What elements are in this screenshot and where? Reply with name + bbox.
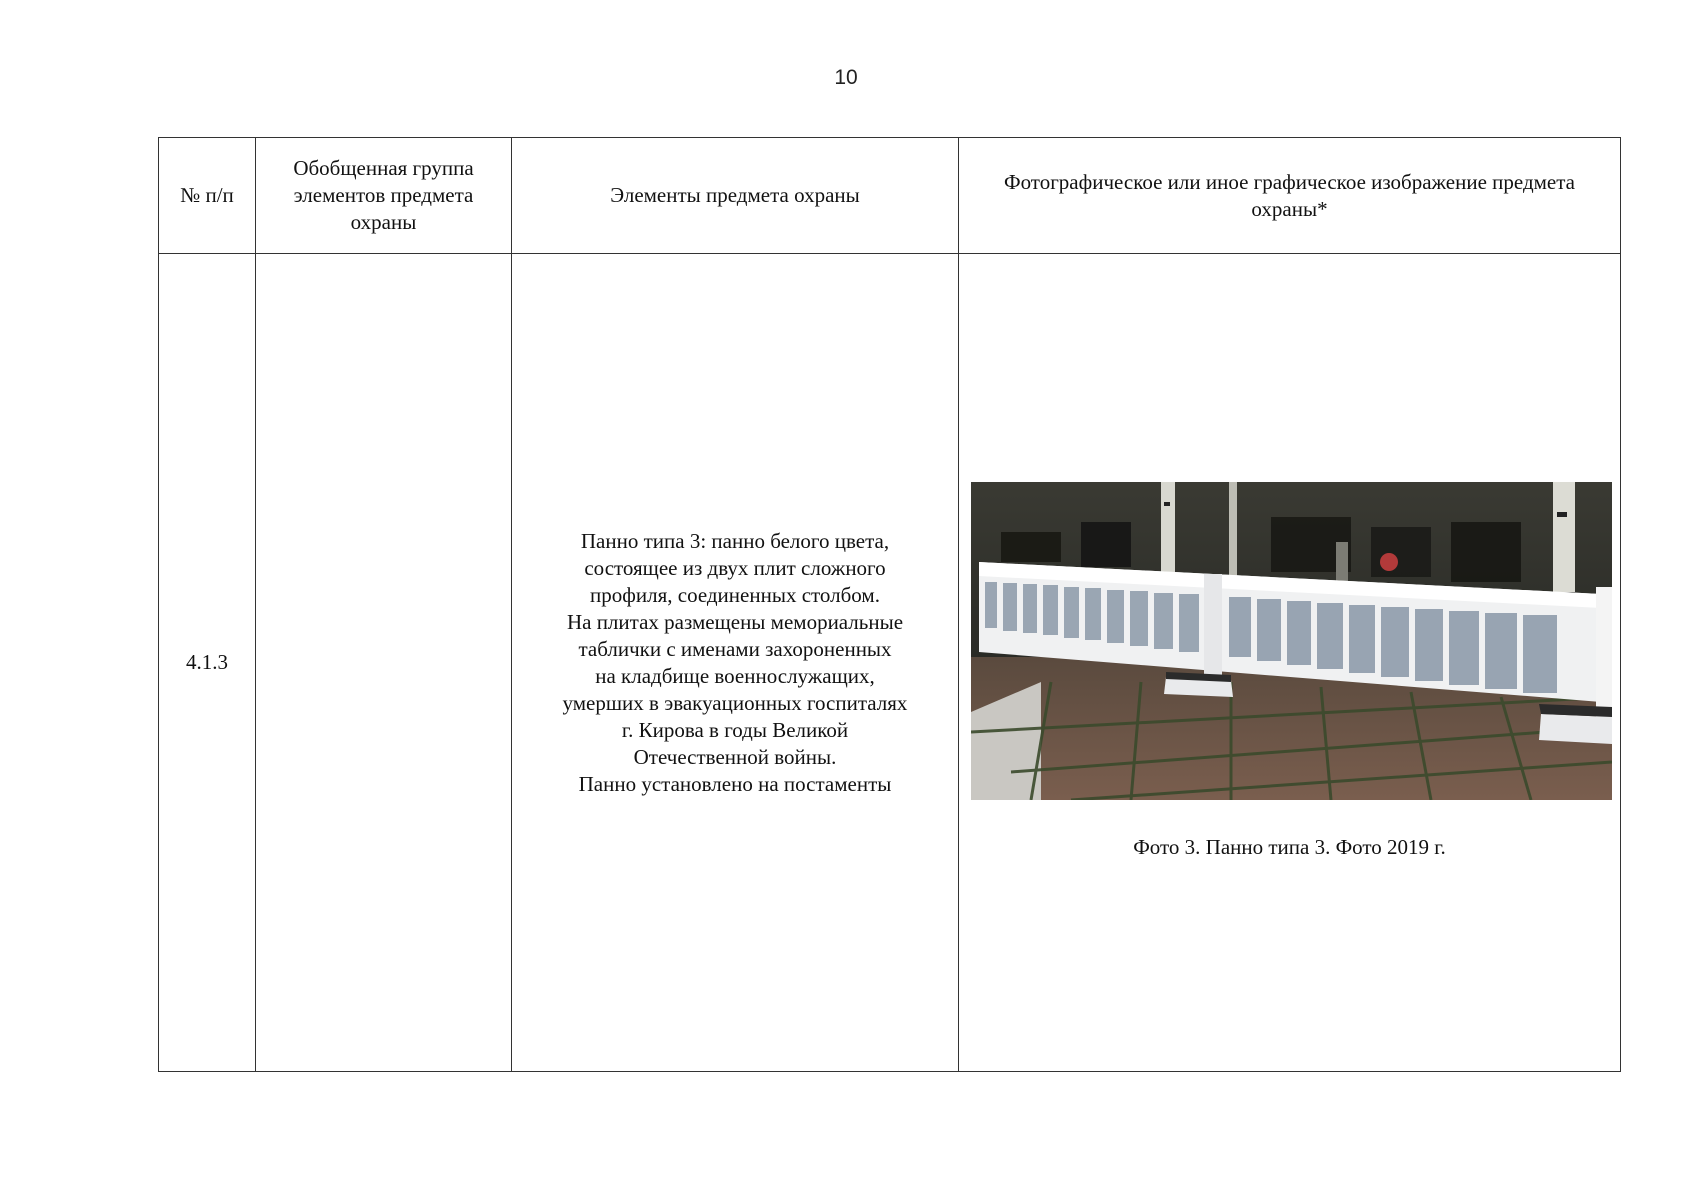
memorial-panel-photo [971, 482, 1612, 800]
photo-illustration [971, 482, 1612, 800]
table-row [159, 254, 1621, 1072]
header-elements: Элементы предмета охраны [512, 138, 959, 254]
header-image: Фотографическое или иное графическое изображение предмета охраны* [959, 138, 1621, 254]
row-number: 4.1.3 [159, 254, 256, 1072]
protection-table [158, 137, 1621, 1072]
table-header-row [159, 138, 1621, 254]
header-num: № п/п [159, 138, 256, 254]
page-number: 10 [834, 66, 858, 89]
row-group [256, 254, 512, 1072]
photo-caption: Фото 3. Панно типа 3. Фото 2019 г. [1133, 835, 1446, 859]
header-group: Обобщенная группа элементов предмета охраны [256, 138, 512, 254]
photo-block [959, 482, 1620, 861]
elements-description: Панно типа 3: панно белого цвета, состоящее из двух плит сложного профиля, соединенных столбом. На плитах размещены мемориальные таблички с именами захороненных на кладбище военнослужащих, умерших в эвакуационных госпиталях г. Кирова в годы Великой Отечественной войны. Панно установлено на постаменты [562, 528, 908, 796]
row-elements [512, 254, 959, 1072]
row-image [959, 254, 1621, 1072]
